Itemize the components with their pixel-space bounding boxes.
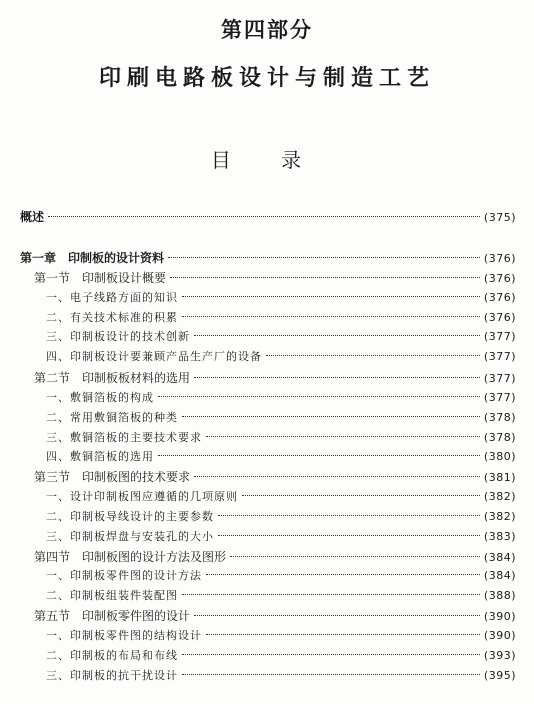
leader-dots: [182, 654, 480, 655]
toc-page: (377): [483, 350, 516, 363]
toc-row[interactable]: [46, 487, 516, 507]
toc-row[interactable]: [46, 507, 516, 527]
toc-row[interactable]: [34, 368, 516, 388]
toc-page: (378): [483, 411, 516, 424]
toc-page: (395): [483, 669, 516, 682]
part-title: 第四部分: [221, 18, 313, 42]
toc-label: 三、敷铜箔板的主要技术要求: [46, 431, 202, 444]
toc-row[interactable]: [46, 626, 516, 646]
leader-dots: [194, 615, 480, 616]
toc-page: (384): [483, 569, 516, 582]
toc-row[interactable]: [34, 268, 516, 288]
toc-page: (390): [483, 629, 516, 642]
toc-row[interactable]: [46, 308, 516, 328]
toc-row[interactable]: [34, 467, 516, 487]
toc-page: (393): [483, 649, 516, 662]
toc-page: (376): [483, 291, 516, 304]
toc-row[interactable]: [46, 566, 516, 586]
toc-page: (375): [483, 211, 516, 224]
toc-label: 二、印制板导线设计的主要参数: [46, 510, 214, 523]
leader-dots: [182, 416, 480, 417]
leader-dots: [168, 257, 480, 258]
leader-dots: [158, 455, 480, 456]
toc-page: (376): [483, 272, 516, 285]
toc-label: 第四节 印制板图的设计方法及图形: [34, 550, 227, 564]
leader-dots: [182, 594, 480, 595]
toc-page: (383): [483, 530, 516, 543]
toc-heading: 目 录: [210, 148, 324, 172]
toc-row[interactable]: [20, 207, 516, 227]
toc-page: (381): [483, 471, 516, 484]
toc-label: 四、敷铜箔板的选用: [46, 450, 154, 463]
leader-dots: [218, 535, 480, 536]
toc-row[interactable]: [46, 586, 516, 606]
toc-label: 三、印制板设计的技术创新: [46, 330, 190, 343]
toc-label: 第三节 印制板图的技术要求: [34, 470, 191, 484]
leader-dots: [170, 277, 480, 278]
toc-row[interactable]: [46, 646, 516, 666]
leader-dots: [242, 495, 480, 496]
toc-label: 概述: [20, 210, 45, 224]
toc-label: 第一章 印制板的设计资料: [20, 251, 165, 265]
toc-label: 第五节 印制板零件图的设计: [34, 609, 191, 623]
toc-label: 一、设计印制板图应遵循的几项原则: [46, 490, 238, 503]
toc-label: 一、印制板零件图的结构设计: [46, 629, 202, 642]
toc-page: (380): [483, 450, 516, 463]
leader-dots: [218, 515, 480, 516]
leader-dots: [206, 634, 480, 635]
toc-label: 一、印制板零件图的设计方法: [46, 569, 202, 582]
toc-page: (377): [483, 372, 516, 385]
toc-page: (382): [483, 510, 516, 523]
toc-label: 一、敷铜箔板的构成: [46, 391, 154, 404]
leader-dots: [194, 377, 480, 378]
leader-dots: [182, 316, 480, 317]
leader-dots: [182, 296, 480, 297]
toc-label: 第一节 印制板设计概要: [34, 271, 167, 285]
toc-row[interactable]: [46, 388, 516, 408]
toc-row[interactable]: [34, 547, 516, 567]
leader-dots: [206, 574, 480, 575]
toc-label: 二、常用敷铜箔板的种类: [46, 411, 178, 424]
toc-page: (390): [483, 610, 516, 623]
toc-page: (388): [483, 589, 516, 602]
leader-dots: [266, 355, 480, 356]
leader-dots: [206, 436, 480, 437]
toc-row[interactable]: [46, 288, 516, 308]
toc-row[interactable]: [46, 347, 516, 367]
toc-page: (376): [483, 252, 516, 265]
toc-page: (382): [483, 490, 516, 503]
toc-label: 第二节 印制板板材料的选用: [34, 371, 191, 385]
toc-label: 二、印制板的布局和布线: [46, 649, 178, 662]
toc-label: 三、印制板的抗干扰设计: [46, 669, 178, 682]
leader-dots: [48, 216, 480, 217]
toc-page: (377): [483, 330, 516, 343]
toc-label: 三、印制板焊盘与安装孔的大小: [46, 530, 214, 543]
toc-page: (384): [483, 551, 516, 564]
toc-label: 四、印制板设计要兼顾产品生产厂的设备: [46, 350, 262, 363]
leader-dots: [158, 396, 480, 397]
toc-row[interactable]: [46, 408, 516, 428]
toc-row[interactable]: [46, 428, 516, 448]
toc-label: 一、电子线路方面的知识: [46, 291, 178, 304]
toc-row[interactable]: [20, 248, 516, 268]
toc-label: 二、印制板组装件装配图: [46, 589, 178, 602]
leader-dots: [194, 335, 480, 336]
toc-page: (377): [483, 391, 516, 404]
part-subtitle: 印刷电路板设计与制造工艺: [98, 66, 435, 91]
toc-label: 二、有关技术标准的积累: [46, 311, 178, 324]
leader-dots: [182, 674, 480, 675]
toc-row[interactable]: [46, 327, 516, 347]
leader-dots: [194, 476, 480, 477]
toc-page: (376): [483, 311, 516, 324]
leader-dots: [230, 556, 480, 557]
toc-row[interactable]: [46, 447, 516, 467]
toc-row[interactable]: [34, 606, 516, 626]
toc-row[interactable]: [46, 666, 516, 686]
toc-page: (378): [483, 431, 516, 444]
toc-row[interactable]: [46, 527, 516, 547]
